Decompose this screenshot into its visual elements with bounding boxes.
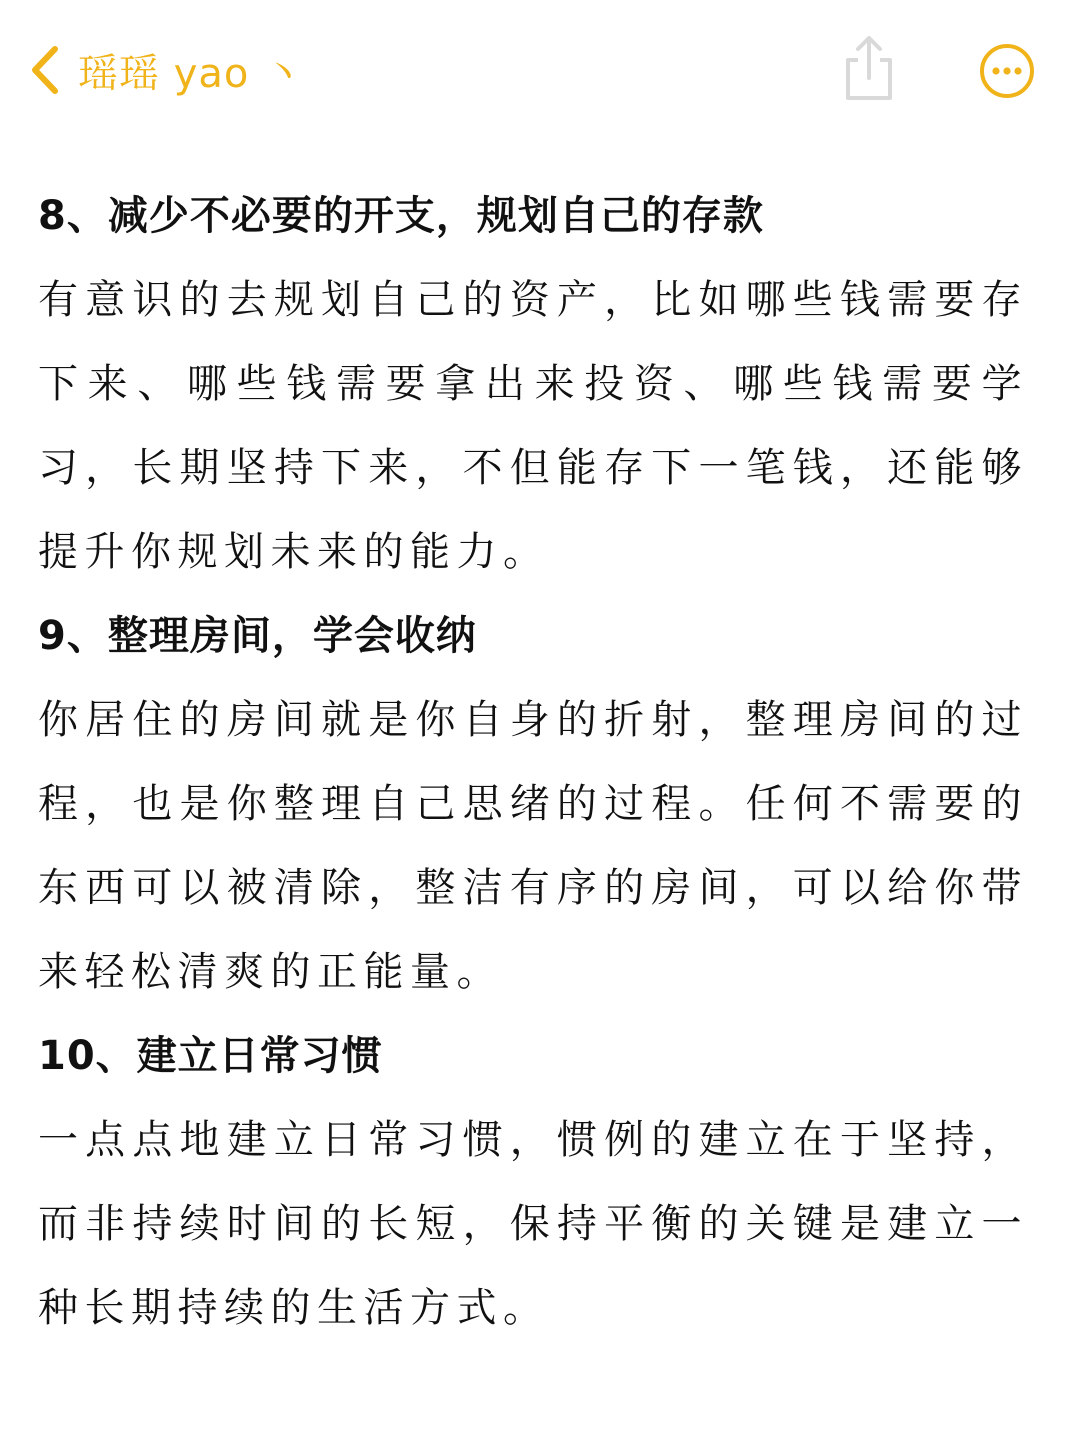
share-icon	[838, 87, 900, 106]
section-daily-habits	[38, 1014, 1028, 1350]
section-heading: 9、整理房间，学会收纳	[38, 613, 477, 659]
more-button[interactable]	[978, 42, 1036, 100]
section-heading: 10、建立日常习惯	[38, 1033, 383, 1079]
share-button[interactable]	[838, 34, 900, 102]
top-bar	[0, 0, 1080, 140]
section-body: 你居住的房间就是你自身的折射，整理房间的过程，也是你整理自己思绪的过程。任何不需要的东西可以被清除，整洁有序的房间，可以给你带来轻松清爽的正能量。	[38, 697, 1028, 995]
note-content	[38, 174, 1028, 1350]
section-heading: 8、减少不必要的开支，规划自己的存款	[38, 193, 764, 239]
author-name: 瑶瑶 yao 丶	[78, 50, 305, 97]
section-savings	[38, 174, 1028, 594]
section-body: 一点点地建立日常习惯，惯例的建立在于坚持，而非持续时间的长短，保持平衡的关键是建立一种长期持续的生活方式。	[38, 1117, 1028, 1331]
section-body: 有意识的去规划自己的资产，比如哪些钱需要存下来、哪些钱需要拿出来投资、哪些钱需要学习，长期坚持下来，不但能存下一笔钱，还能够提升你规划未来的能力。	[38, 277, 1028, 575]
more-icon	[978, 85, 1036, 104]
back-button[interactable]	[28, 40, 328, 100]
chevron-left-icon	[28, 44, 62, 96]
section-tidy-room	[38, 594, 1028, 1014]
